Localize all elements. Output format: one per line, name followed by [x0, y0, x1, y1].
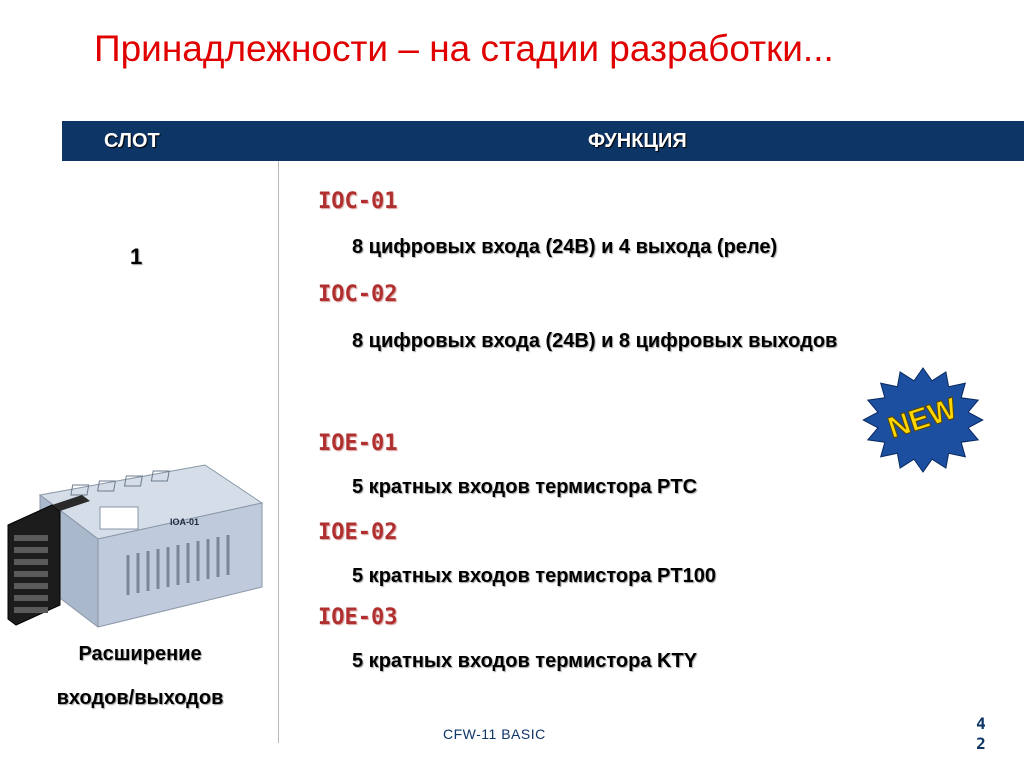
item-description-ioe-01: 5 кратных входов термистора PTC	[352, 476, 698, 498]
item-description-ioc-01: 8 цифровых входа (24В) и 4 выхода (реле)	[352, 236, 778, 258]
footer-product: CFW-11 BASIC	[443, 726, 546, 742]
module-caption-line1: Расширение	[78, 643, 202, 665]
table-header	[62, 121, 1024, 161]
item-description-ioe-02: 5 кратных входов термистора PT100	[352, 565, 716, 587]
page-title: Принадлежности – на стадии разработки...	[94, 28, 834, 69]
item-description-ioe-03: 5 кратных входов термистора KTY	[352, 650, 698, 672]
item-code-ioc-01: IOC-01	[318, 189, 398, 214]
page-number: 4 2	[976, 714, 986, 753]
item-code-ioe-01: IOE-01	[318, 431, 398, 456]
header-slot: СЛОТ	[104, 130, 160, 152]
new-badge-text: NEW	[884, 392, 961, 446]
item-description-ioc-02: 8 цифровых входа (24В) и 8 цифровых выходов	[352, 330, 838, 352]
slot-number: 1	[130, 244, 143, 269]
module-caption-line2: входов/выходов	[56, 687, 224, 709]
item-code-ioe-03: IOE-03	[318, 605, 398, 630]
header-function: ФУНКЦИЯ	[588, 130, 687, 152]
item-code-ioc-02: IOC-02	[318, 282, 398, 307]
io-module-image	[0, 455, 270, 635]
item-code-ioe-02: IOE-02	[318, 520, 398, 545]
module-label: IOA-01	[170, 517, 200, 527]
new-badge-icon	[858, 365, 988, 475]
